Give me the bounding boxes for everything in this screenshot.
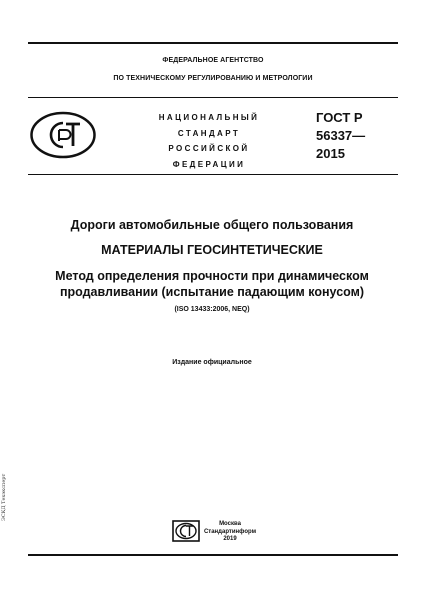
designation-line-1: ГОСТ Р <box>316 110 363 125</box>
header-box-top-rule <box>28 97 398 98</box>
iso-reference: (ISO 13433:2006, NEQ) <box>174 306 250 313</box>
standard-type-line-4: ФЕДЕРАЦИИ <box>172 159 246 169</box>
standard-type-line-3: РОССИЙСКОЙ <box>168 144 250 153</box>
bottom-rule <box>28 554 398 556</box>
publisher-year: 2019 <box>223 536 237 542</box>
edition-label: Издание официальное <box>172 359 252 366</box>
agency-line-2: ПО ТЕХНИЧЕСКОМУ РЕГУЛИРОВАНИЮ И МЕТРОЛОГИИ <box>113 75 313 82</box>
designation-line-3: 2015 <box>316 146 345 161</box>
standard-type-line-2: СТАНДАРТ <box>177 128 241 138</box>
rst-mark-icon <box>30 111 96 159</box>
title-line-1: Дороги автомобильные общего пользования <box>70 218 354 232</box>
sidebar-watermark-text: ЭСКД Техэксперт <box>1 473 7 521</box>
designation-line-2: 56337— <box>316 128 366 143</box>
subtitle-line-1: Метод определения прочности при динамическом <box>55 269 369 283</box>
title-main: МАТЕРИАЛЫ ГЕОСИНТЕТИЧЕСКИЕ <box>101 243 323 257</box>
subtitle-line-2: продавливании (испытание падающим конусом) <box>59 285 365 299</box>
publisher-name: Стандартинформ <box>203 528 257 535</box>
agency-line-1: ФЕДЕРАЛЬНОЕ АГЕНТСТВО <box>162 57 264 64</box>
standard-type-line-1: НАЦИОНАЛЬНЫЙ <box>158 113 260 122</box>
standartinform-logo-icon <box>172 520 200 542</box>
publisher-city: Москва <box>219 521 241 527</box>
header-box-bottom-rule <box>28 174 398 175</box>
top-rule <box>28 42 398 44</box>
